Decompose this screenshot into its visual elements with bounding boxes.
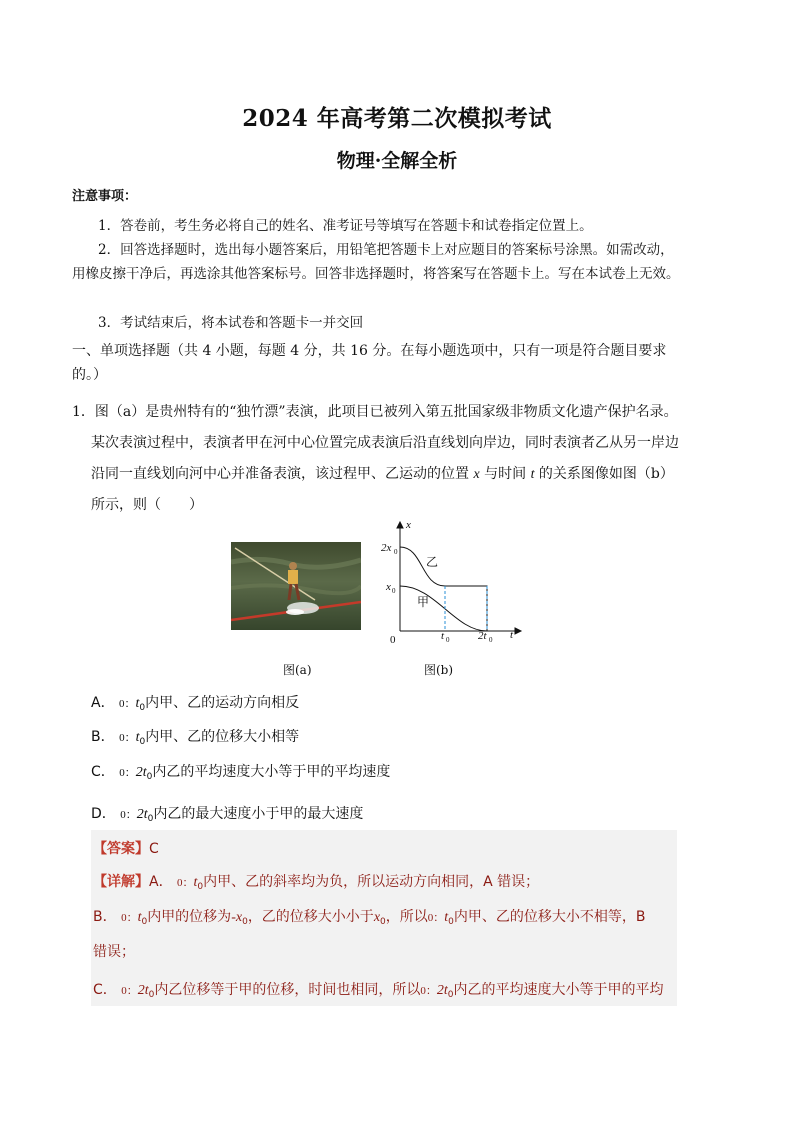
option-d-upper: 2t bbox=[136, 807, 148, 822]
question-text-2: 某次表演过程中，表演者甲在河中心位置完成表演后沿直线划向岸边，同时表演者乙从另一岸边 bbox=[91, 435, 679, 451]
section-heading: 一、单项选择题（共 4 小题，每题 4 分，共 16 分。在每小题选项中，只有一项是符合题目要求的。） bbox=[72, 343, 667, 383]
option-a-range: 0： bbox=[119, 698, 136, 710]
option-c-sub: 0 bbox=[146, 772, 153, 782]
detail-c-sub: 0 bbox=[148, 990, 155, 1000]
question-1-line-1 bbox=[72, 400, 692, 424]
var-x: x bbox=[473, 467, 480, 482]
tick-2t0: 2t bbox=[478, 630, 487, 642]
question-text-4: 所示，则（ ） bbox=[91, 497, 203, 513]
detail-b-line-2: 错误； bbox=[93, 944, 135, 960]
x-axis-arrow bbox=[397, 522, 403, 528]
detail-b-x-sub: 0 bbox=[380, 917, 386, 927]
detail-b-sub-2: 0 bbox=[448, 917, 454, 927]
option-b[interactable] bbox=[91, 726, 299, 747]
detail-b-line bbox=[93, 906, 675, 927]
tick-2x0: 2x bbox=[381, 542, 392, 554]
question-text-3b: 与时间 bbox=[484, 466, 527, 482]
tick-t0-sub: 0 bbox=[446, 636, 450, 644]
option-c[interactable] bbox=[91, 761, 390, 782]
tick-x0-sub: 0 bbox=[392, 587, 396, 595]
option-d-text: 内乙的最大速度小于甲的最大速度 bbox=[153, 806, 364, 822]
detail-c-prefix: C． bbox=[93, 982, 117, 998]
detail-tag: 【详解】 bbox=[93, 874, 149, 890]
label-jia: 甲 bbox=[417, 595, 430, 609]
option-c-upper: 2t bbox=[135, 765, 147, 780]
detail-a-upper: t bbox=[193, 875, 198, 890]
detail-b-range: 0： bbox=[121, 912, 138, 924]
detail-b-disp-sub: 0 bbox=[242, 917, 248, 927]
detail-c-range: 0： bbox=[121, 985, 138, 997]
question-text-3c: 的关系图像如图（b） bbox=[538, 466, 674, 482]
detail-a-range: 0： bbox=[177, 877, 194, 889]
tick-2x0-sub: 0 bbox=[394, 548, 398, 556]
detail-c-sub-2: 0 bbox=[447, 990, 454, 1000]
figure-a-photo bbox=[231, 542, 361, 630]
detail-c-range-2: 0： bbox=[420, 985, 437, 997]
option-b-sub: 0 bbox=[139, 737, 146, 747]
figure-b-graph bbox=[375, 518, 525, 644]
option-b-label: B． bbox=[91, 729, 115, 745]
option-c-text: 内乙的平均速度大小等于甲的平均速度 bbox=[152, 764, 391, 780]
curve-jia bbox=[400, 586, 487, 631]
option-b-range: 0： bbox=[119, 732, 136, 744]
option-d[interactable] bbox=[91, 803, 363, 824]
label-yi: 乙 bbox=[426, 555, 439, 569]
detail-b-upper-2: t bbox=[444, 910, 449, 925]
option-d-label: D． bbox=[91, 806, 116, 822]
option-a-sub: 0 bbox=[139, 703, 146, 713]
detail-c-text-2: 内乙的平均速度大小等于甲的平均 bbox=[453, 982, 664, 998]
tick-2t0-sub: 0 bbox=[489, 636, 493, 644]
detail-b-x: x bbox=[373, 910, 381, 925]
t-axis-arrow bbox=[515, 628, 521, 634]
tick-t0: t bbox=[441, 630, 445, 642]
question-1-line-3 bbox=[91, 462, 691, 487]
option-c-range: 0： bbox=[119, 767, 136, 779]
option-b-upper: t bbox=[135, 730, 140, 745]
detail-b-range-2: 0： bbox=[427, 912, 445, 924]
option-a[interactable] bbox=[91, 692, 299, 713]
option-a-text: 内甲、乙的运动方向相反 bbox=[145, 695, 300, 711]
question-text-1: 图（a）是贵州特有的“独竹漂”表演，此项目已被列入第五批国家级非物质文化遗产保护名录。 bbox=[94, 404, 678, 420]
bamboo-rafting-image bbox=[231, 542, 361, 630]
detail-a-prefix: A． bbox=[149, 874, 173, 890]
option-a-upper: t bbox=[135, 696, 140, 711]
notice-item-2: 2．回答选择题时，选出每小题答案后，用铅笔把答题卡上对应题目的答案标号涂黑。如需改动，用橡皮擦干净后，再选涂其他答案标号。回答非选择题时，将答案写在答题卡上。写在本试卷上无效。 bbox=[72, 242, 680, 282]
detail-c-line bbox=[93, 979, 677, 1000]
notice-item-1: 1．答卷前，考生务必将自己的姓名、准考证号等填写在答题卡和试卷指定位置上。 bbox=[98, 218, 593, 234]
question-text-3a: 沿同一直线划向河中心并准备表演，该过程甲、乙运动的位置 bbox=[91, 466, 469, 482]
page-title: 2024 年高考第二次模拟考试 bbox=[242, 105, 552, 132]
option-b-text: 内甲、乙的位移大小相等 bbox=[145, 729, 300, 745]
notice-item-3: 3．考试结束后，将本试卷和答题卡一并交回 bbox=[98, 315, 364, 331]
detail-b-text-4: 内甲、乙的位移大小不相等，B bbox=[453, 909, 646, 925]
axis-t-label: t bbox=[510, 629, 514, 641]
origin-label: 0 bbox=[390, 634, 396, 644]
detail-b-disp: -x bbox=[231, 910, 243, 925]
option-a-label: A． bbox=[91, 695, 115, 711]
page-subtitle: 物理·全解全析 bbox=[336, 150, 458, 172]
detail-a-line bbox=[93, 871, 539, 892]
detail-b-sub: 0 bbox=[141, 917, 148, 927]
answer-line bbox=[93, 838, 159, 858]
option-c-label: C． bbox=[91, 764, 115, 780]
answer-tag: 【答案】 bbox=[93, 841, 149, 857]
detail-a-text: 内甲、乙的斜率均为负，所以运动方向相同，A 错误； bbox=[203, 874, 540, 890]
figure-a-caption: 图(a) bbox=[283, 663, 312, 677]
answer-value: C bbox=[149, 841, 159, 857]
figure-b-caption: 图(b) bbox=[424, 663, 454, 677]
option-d-sub: 0 bbox=[147, 814, 154, 824]
notice-heading: 注意事项： bbox=[72, 189, 138, 204]
detail-b-text-3: ，所以 bbox=[385, 909, 428, 925]
curve-yi bbox=[400, 547, 487, 631]
option-d-range: 0： bbox=[120, 809, 137, 821]
detail-a-sub: 0 bbox=[197, 882, 204, 892]
var-t: t bbox=[530, 467, 535, 482]
question-number: 1． bbox=[72, 404, 95, 420]
detail-c-text-1: 内乙位移等于甲的位移，时间也相同，所以 bbox=[154, 982, 421, 998]
detail-b-upper: t bbox=[137, 910, 142, 925]
axis-x-label: x bbox=[406, 519, 411, 531]
detail-c-upper-2: 2t bbox=[436, 983, 448, 998]
detail-b-text-1: 内甲的位移为 bbox=[147, 909, 232, 925]
tick-x0: x bbox=[386, 581, 391, 593]
detail-c-upper: 2t bbox=[137, 983, 149, 998]
detail-b-prefix: B． bbox=[93, 909, 117, 925]
detail-b-text-2: ，乙的位移大小小于 bbox=[247, 909, 374, 925]
